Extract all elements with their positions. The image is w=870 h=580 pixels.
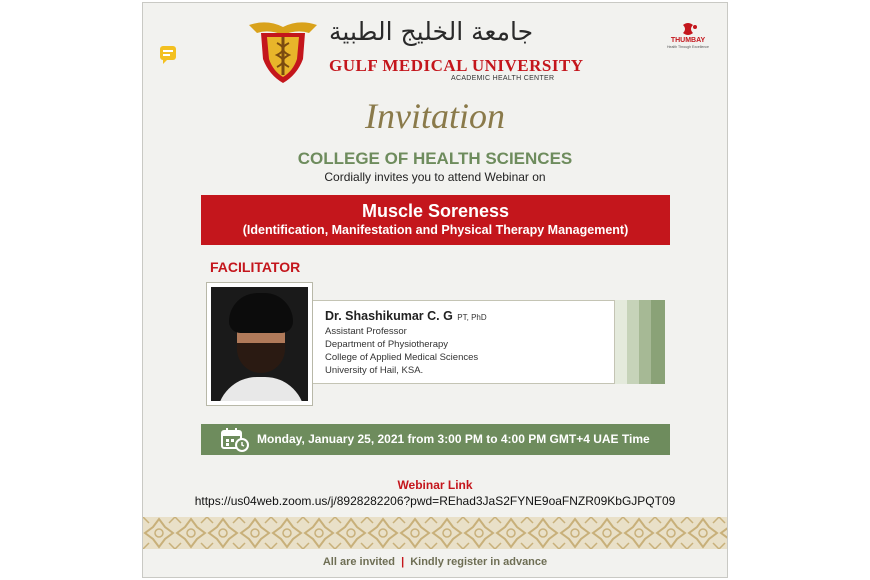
footer-text	[143, 556, 727, 568]
college-name: COLLEGE OF HEALTH SCIENCES	[297, 149, 573, 168]
footer-all-invited: All are invited	[322, 556, 395, 568]
facilitator-department: Department of Physiotherapy	[325, 339, 449, 350]
partner-tagline: Health Through Excellence	[667, 45, 709, 49]
bio-decorative-stripes	[615, 300, 665, 384]
facilitator-name: Dr. Shashikumar C. G	[325, 309, 453, 323]
facilitator-college: College of Applied Medical Sciences	[325, 352, 479, 363]
facilitator-bio	[313, 300, 615, 384]
schedule-bar	[201, 424, 670, 455]
facilitator-photo-frame	[206, 282, 313, 406]
topic-banner	[201, 195, 670, 245]
invitation-heading: Invitation	[365, 96, 505, 136]
caduceus-shield-icon	[247, 19, 319, 85]
calendar-clock-icon	[221, 428, 249, 452]
facilitator-photo	[211, 287, 308, 401]
facilitator-credentials: PT, PhD	[457, 313, 487, 322]
facilitator-label: FACILITATOR	[210, 259, 301, 275]
chat-bubble-icon[interactable]	[160, 46, 176, 60]
webinar-link-url[interactable]: https://us04web.zoom.us/j/8928282206?pwd=REhad3JaS2FYNE9oaFNZR09KbGJPQT09	[194, 494, 676, 508]
facilitator-university: University of Hail, KSA.	[325, 365, 424, 376]
facilitator-name-line	[325, 307, 614, 325]
topic-title: Muscle Soreness	[361, 201, 510, 221]
decorative-pattern	[143, 517, 728, 549]
schedule-text: Monday, January 25, 2021 from 3:00 PM to 4:00 PM GMT+4 UAE Time	[257, 432, 650, 446]
cordially-invites-text: Cordially invites you to attend Webinar on	[324, 170, 546, 184]
partner-name: THUMBAY	[670, 37, 706, 44]
footer-separator: |	[401, 556, 405, 568]
footer-register: Kindly register in advance	[410, 556, 548, 568]
facilitator-title: Assistant Professor	[325, 326, 407, 337]
university-subtitle: ACADEMIC HEALTH CENTER	[451, 75, 555, 82]
university-name: GULF MEDICAL UNIVERSITY	[329, 56, 584, 75]
topic-subtitle: (Identification, Manifestation and Physical Therapy Management)	[242, 223, 629, 237]
invitation-flyer	[142, 2, 728, 578]
webinar-link-label: Webinar Link	[397, 478, 473, 492]
university-arabic-name: جامعة الخليج الطبية	[329, 17, 534, 46]
